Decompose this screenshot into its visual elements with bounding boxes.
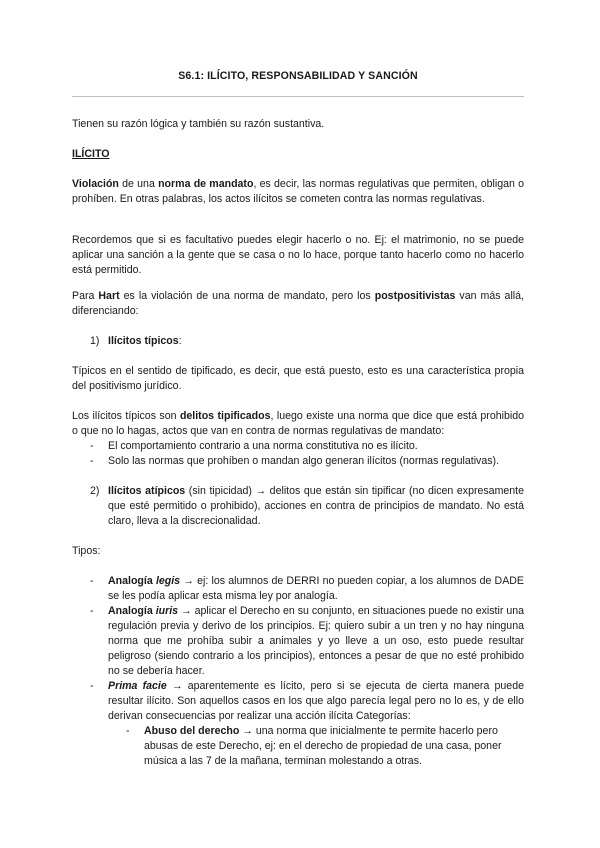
item-label-ilicitos-atipicos: Ilícitos atípicos	[108, 485, 186, 497]
tipo-item-prima-facie: - Prima facie → aparentemente es lícito, pero si se ejecuta de cierta manera puede resultar ilícito. Son aquellos casos en los que algo parecía legal pero no lo es, y de ello derivan consecuencias por realizar una acción ilícita Categorías:	[90, 680, 524, 722]
document-page: S6.1: ILÍCITO, RESPONSABILIDAD Y SANCIÓN Tienen su razón lógica y también su razón sustantiva. ILÍCITO Violación de una norma de mandato, es decir, las normas regulativas que permiten, obligan o prohíben. En otras palabras, los actos ilícitos se cometen contra las normas regulativas. Recordemos que si es facultativo puedes elegir hacerlo o no. Ej: el matrimonio, no se puede aplicar una sanción a la gente que se casa o no lo hace, porque tanto hacerlo como no hacerlo está permitido. Para Hart es la violación de una norma de mandato, pero los postpositivistas van más allá, diferenciando: 1) Ilícitos típicos: Típicos en el sentido de tipificado, es decir, que está puesto, esto es una característica propia del positivismo jurídico. Los ilícitos típicos son delitos tipificados, luego existe una norma que dice que está prohibido o que no lo hagas, actos que van en contra de normas regulativas de mandato: - El comportamiento contrario a una norma constitutiva no es ilícito. - Solo las normas que prohíben o mandan algo generan ilícitos (normas regulativas). 2) Ilícitos atípicos (sin tipicidad) → delitos que están sin tipificar (no dicen expresamente que esté permitido o prohibido), acciones en contra de principios de mandato. No está claro, lleva a la discrecionalidad. Tipos: - Analogía legis → ej: los alumnos de DERRI no pueden copiar, a los alumnos de DADE se les podía aplicar esta misma ley por analogía. - Analogía iuris → aplicar el Derecho en su conjunto, en situaciones puede no existir una regulación previa y derivo de los principios. Ej: quiero subir a un tren y no hay ninguna norma que me prohíba subir a animales y yo lleve a un oso, esto puede resultar peligroso (siendo contrario a los principios), entonces a pesar de que no esté prohibido no se debería hacer. - Prima facie → aparentemente es lícito, pero si se ejecuta de cierta manera puede resultar ilícito. Son aquellos casos en los que algo parecía legal pero no lo es, y de ello derivan consecuencias por realizar una acción ilícita Categorías: - Abuso del derecho → una norma que inicialmente te permite hacerlo pero abusas de este Derecho, ej: en el derecho de propiedad de una casa, poner música a las 7 de la mañana, terminan molestando a otras.	[72, 70, 525, 767]
paragraph-violacion: Violación de una norma de mandato, es decir, las normas regulativas que permiten, obligan o prohíben. En otras palabras, los actos ilícitos se cometen contra las normas regulativas.	[72, 178, 524, 205]
dash-list-item	[90, 439, 524, 454]
dash-marker: -	[90, 455, 94, 467]
tipo-item-analogia-legis: - Analogía legis → ej: los alumnos de DERRI no pueden copiar, a los alumnos de DADE se les podía aplicar esta misma ley por analogía.	[90, 575, 524, 602]
dash-marker: -	[90, 440, 94, 452]
item-label-ilicitos-tipicos: Ilícitos típicos	[108, 335, 179, 347]
item-number: 1)	[90, 335, 100, 347]
dash-item-text: El comportamiento contrario a una norma constitutiva no es ilícito.	[108, 440, 418, 452]
title-divider	[72, 96, 524, 97]
term-violacion: Violación	[72, 178, 119, 190]
paragraph-tipicos: Típicos en el sentido de tipificado, es decir, que está puesto, esto es una característica propia del positivismo jurídico.	[72, 365, 524, 392]
item-number: 2)	[90, 485, 100, 497]
term-norma-de-mandato: norma de mandato	[158, 178, 254, 190]
dash-marker: -	[90, 680, 94, 692]
numbered-item-2: 2) Ilícitos atípicos (sin tipicidad) → delitos que están sin tipificar (no dicen expresamente que esté permitido o prohibido), acciones en contra de principios de mandato. No está claro, lleva a la discrecionalidad.	[90, 485, 525, 527]
paragraph-hart: Para Hart es la violación de una norma de mandato, pero los postpositivistas van más allá, diferenciando:	[72, 290, 524, 317]
section-heading-ilicito: ILÍCITO	[72, 148, 110, 160]
tipos-label: Tipos:	[72, 545, 101, 557]
tipo-item-analogia-iuris: - Analogía iuris → aplicar el Derecho en su conjunto, en situaciones puede no existir una regulación previa y derivo de los principios. Ej: quiero subir a un tren y no hay ninguna norma que me prohíba subir a animales y yo lleve a un oso, esto puede resultar peligroso (siendo contrario a los principios), entonces a pesar de que no esté prohibido no se debería hacer.	[90, 605, 524, 677]
term-postpositivistas: postpositivistas	[374, 290, 456, 302]
paragraph-delitos: Los ilícitos típicos son delitos tipificados, luego existe una norma que dice que está prohibido o que no lo hagas, actos que van en contra de normas regulativas de mandato:	[72, 410, 524, 437]
dash-marker: -	[126, 725, 130, 737]
intro-paragraph: Tienen su razón lógica y también su razón sustantiva.	[72, 118, 325, 130]
term-hart: Hart	[98, 290, 120, 302]
dash-marker: -	[90, 605, 94, 617]
dash-list-item	[90, 454, 524, 469]
page-title: S6.1: ILÍCITO, RESPONSABILIDAD Y SANCIÓN	[178, 70, 418, 82]
term-delitos-tipificados: delitos tipificados	[179, 410, 271, 422]
dash-marker: -	[90, 575, 94, 587]
dash-item-text: Solo las normas que prohíben o mandan algo generan ilícitos (normas regulativas).	[108, 455, 500, 467]
sub-item-abuso-del-derecho: - Abuso del derecho → una norma que inicialmente te permite hacerlo pero abusas de este Derecho, ej: en el derecho de propiedad de una casa, poner música a las 7 de la mañana, terminan molestando a otras.	[126, 725, 502, 767]
paragraph-recordemos: Recordemos que si es facultativo puedes elegir hacerlo o no. Ej: el matrimonio, no se puede aplicar una sanción a la gente que se casa o no lo hace, porque tanto hacerlo como no hacerlo está permitido.	[72, 234, 524, 276]
